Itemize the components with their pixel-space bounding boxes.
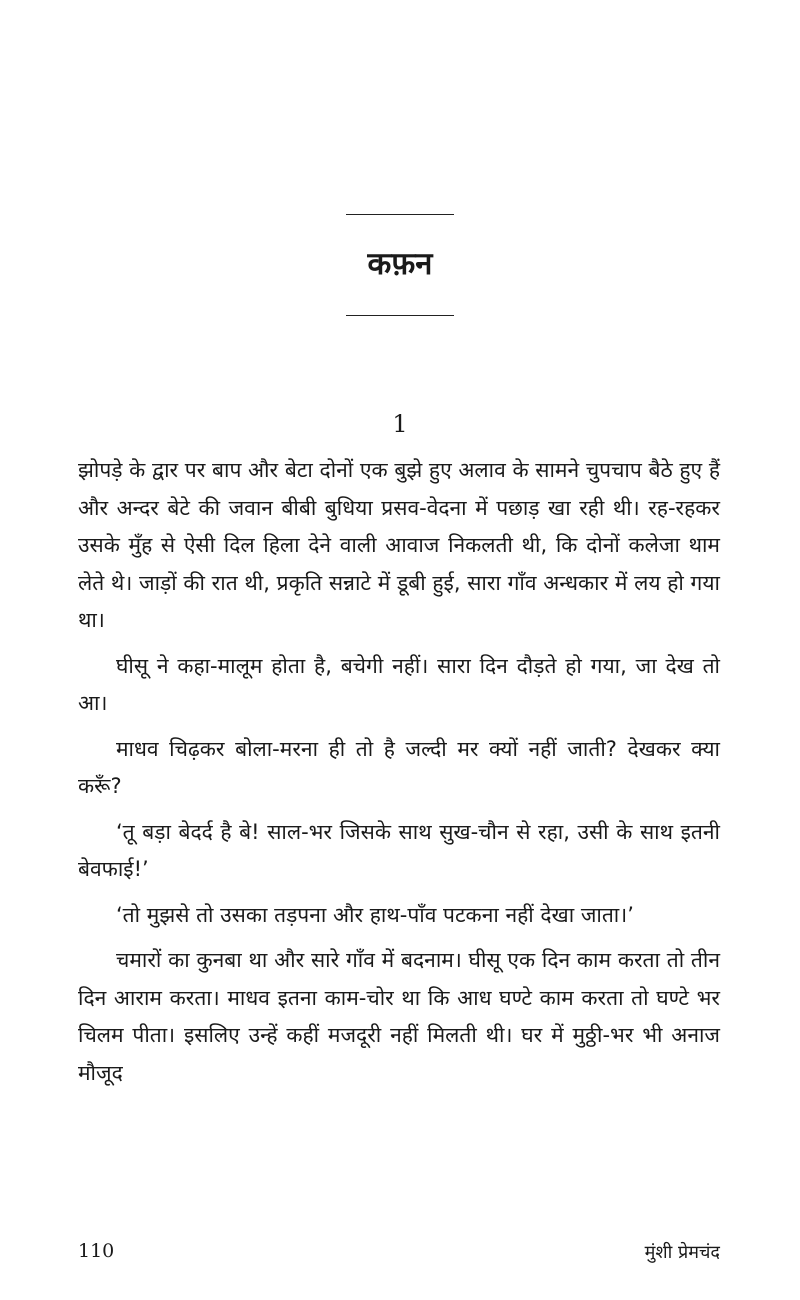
paragraph: माधव चिढ़कर बोला-मरना ही तो है जल्दी मर क्यों नहीं जाती? देखकर क्या करूँ? xyxy=(78,736,720,798)
paragraph: चमारों का कुनबा था और सारे गाँव में बदनाम। घीसू एक दिन काम करता तो तीन दिन आराम करता। माधव इतना काम-चोर था कि आध घण्टे काम करता तो घण्टे भर चिलम पीता। इसलिए उन्हें कहीं मजदूरी नहीं मिलती थी। घर में मुठ्ठी-भर भी अनाज मौजूद xyxy=(78,948,720,1085)
paragraph: झोपड़े के द्वार पर बाप और बेटा दोनों एक बुझे हुए अलाव के सामने चुपचाप बैठे हुए हैं और अन्दर बेटे की जवान बीबी बुधिया प्रसव-वेदना में पछाड़ खा रही थी। रह-रहकर उसके मुँह से ऐसी दिल हिला देने वाली आवाज निकलती थी, कि दोनों कलेजा थाम लेते थे। जाड़ों की रात थी, प्रकृति सन्नाटे में डूबी हुई, सारा गाँव अन्धकार में लय हो गया था। xyxy=(78,458,720,632)
chapter-title: कफ़न xyxy=(367,246,433,282)
title-rule-top xyxy=(346,214,454,215)
title-rule-bottom xyxy=(346,315,454,316)
paragraph: घीसू ने कहा-मालूम होता है, बचेगी नहीं। सारा दिन दौड़ते हो गया, जा देख तो आ। xyxy=(78,653,720,715)
story-text xyxy=(78,452,720,1100)
paragraph: ‘तू बड़ा बेदर्द है बे! साल-भर जिसके साथ सुख-चौन से रहा, उसी के साथ इतनी बेवफाई!’ xyxy=(78,819,720,881)
paragraph: ‘तो मुझसे तो उसका तड़पना और हाथ-पाँव पटकना नहीं देखा जाता।’ xyxy=(116,902,634,927)
page-number: 110 xyxy=(78,1240,115,1262)
page-footer xyxy=(78,1240,720,1270)
running-footer-author: मुंशी प्रेमचंद xyxy=(644,1242,720,1263)
section-number: 1 xyxy=(392,410,408,438)
